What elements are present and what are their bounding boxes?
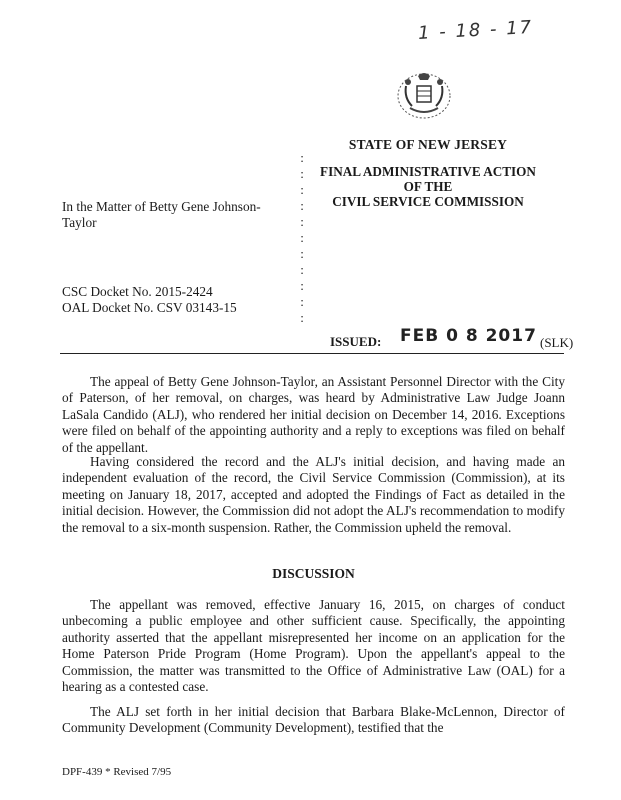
issued-initials: (SLK) <box>540 335 574 350</box>
header-divider <box>60 353 564 354</box>
discussion-heading: DISCUSSION <box>272 566 355 581</box>
state-name: STATE OF NEW JERSEY <box>348 137 508 152</box>
action-title <box>308 164 548 209</box>
action-line: FINAL ADMINISTRATIVE ACTION <box>320 164 536 179</box>
handwritten-date-note: 1 - 18 - 17 <box>417 17 534 44</box>
matter-line: In the Matter of Betty Gene Johnson- <box>62 199 261 214</box>
issued-date-stamp: FEB 0 8 2017 <box>400 326 537 346</box>
csc-docket: CSC Docket No. 2015-2424 <box>62 284 213 299</box>
body-paragraph: The appeal of Betty Gene Johnson-Taylor, an Assistant Personnel Director with the City of Paterson, of her removal, on charges, was heard by Administrative Law Judge Joann LaSala Candido (ALJ), who rendered her initial decision on December 14, 2016. Exceptions were filed on behalf of the appointing authority and a reply to exceptions was filed on behalf of the appellant. <box>62 374 565 455</box>
issued-label: ISSUED: <box>330 334 382 349</box>
body-paragraph: Having considered the record and the ALJ's initial decision, and having made an independent evaluation of the record, the Civil Service Commission (Commission), at its meeting on January 18, 2017, accepted and adopted the Findings of Fact as detailed in the initial decision. However, the Commission did not adopt the ALJ's recommendation to modify the removal to a six-month suspension. Rather, the Commission upheld the removal. <box>62 454 565 535</box>
form-footer: DPF-439 * Revised 7/95 <box>62 766 172 778</box>
caption-colon-column: : : : : : : : : : : : <box>300 150 304 325</box>
action-line: CIVIL SERVICE COMMISSION <box>332 194 524 209</box>
matter-line: Taylor <box>62 215 97 230</box>
state-seal-icon <box>392 66 456 124</box>
discussion-paragraph: The appellant was removed, effective January 16, 2015, on charges of conduct unbecoming a public employee and other sufficient cause. Specifically, the appointing authority asserted that the appellant misrepresented her income on an application for the Home Paterson Pride Program (Home Program). Upon the appellant's appeal to the Commission, the matter was transmitted to the Office of Administrative Law (OAL) for a hearing as a contested case. <box>62 597 565 695</box>
matter-caption <box>62 199 261 231</box>
discussion-paragraph: The ALJ set forth in her initial decision that Barbara Blake-McLennon, Director of Community Development (Community Development), testified that the <box>62 704 565 736</box>
action-line: OF THE <box>403 179 453 194</box>
oal-docket: OAL Docket No. CSV 03143-15 <box>62 300 237 315</box>
